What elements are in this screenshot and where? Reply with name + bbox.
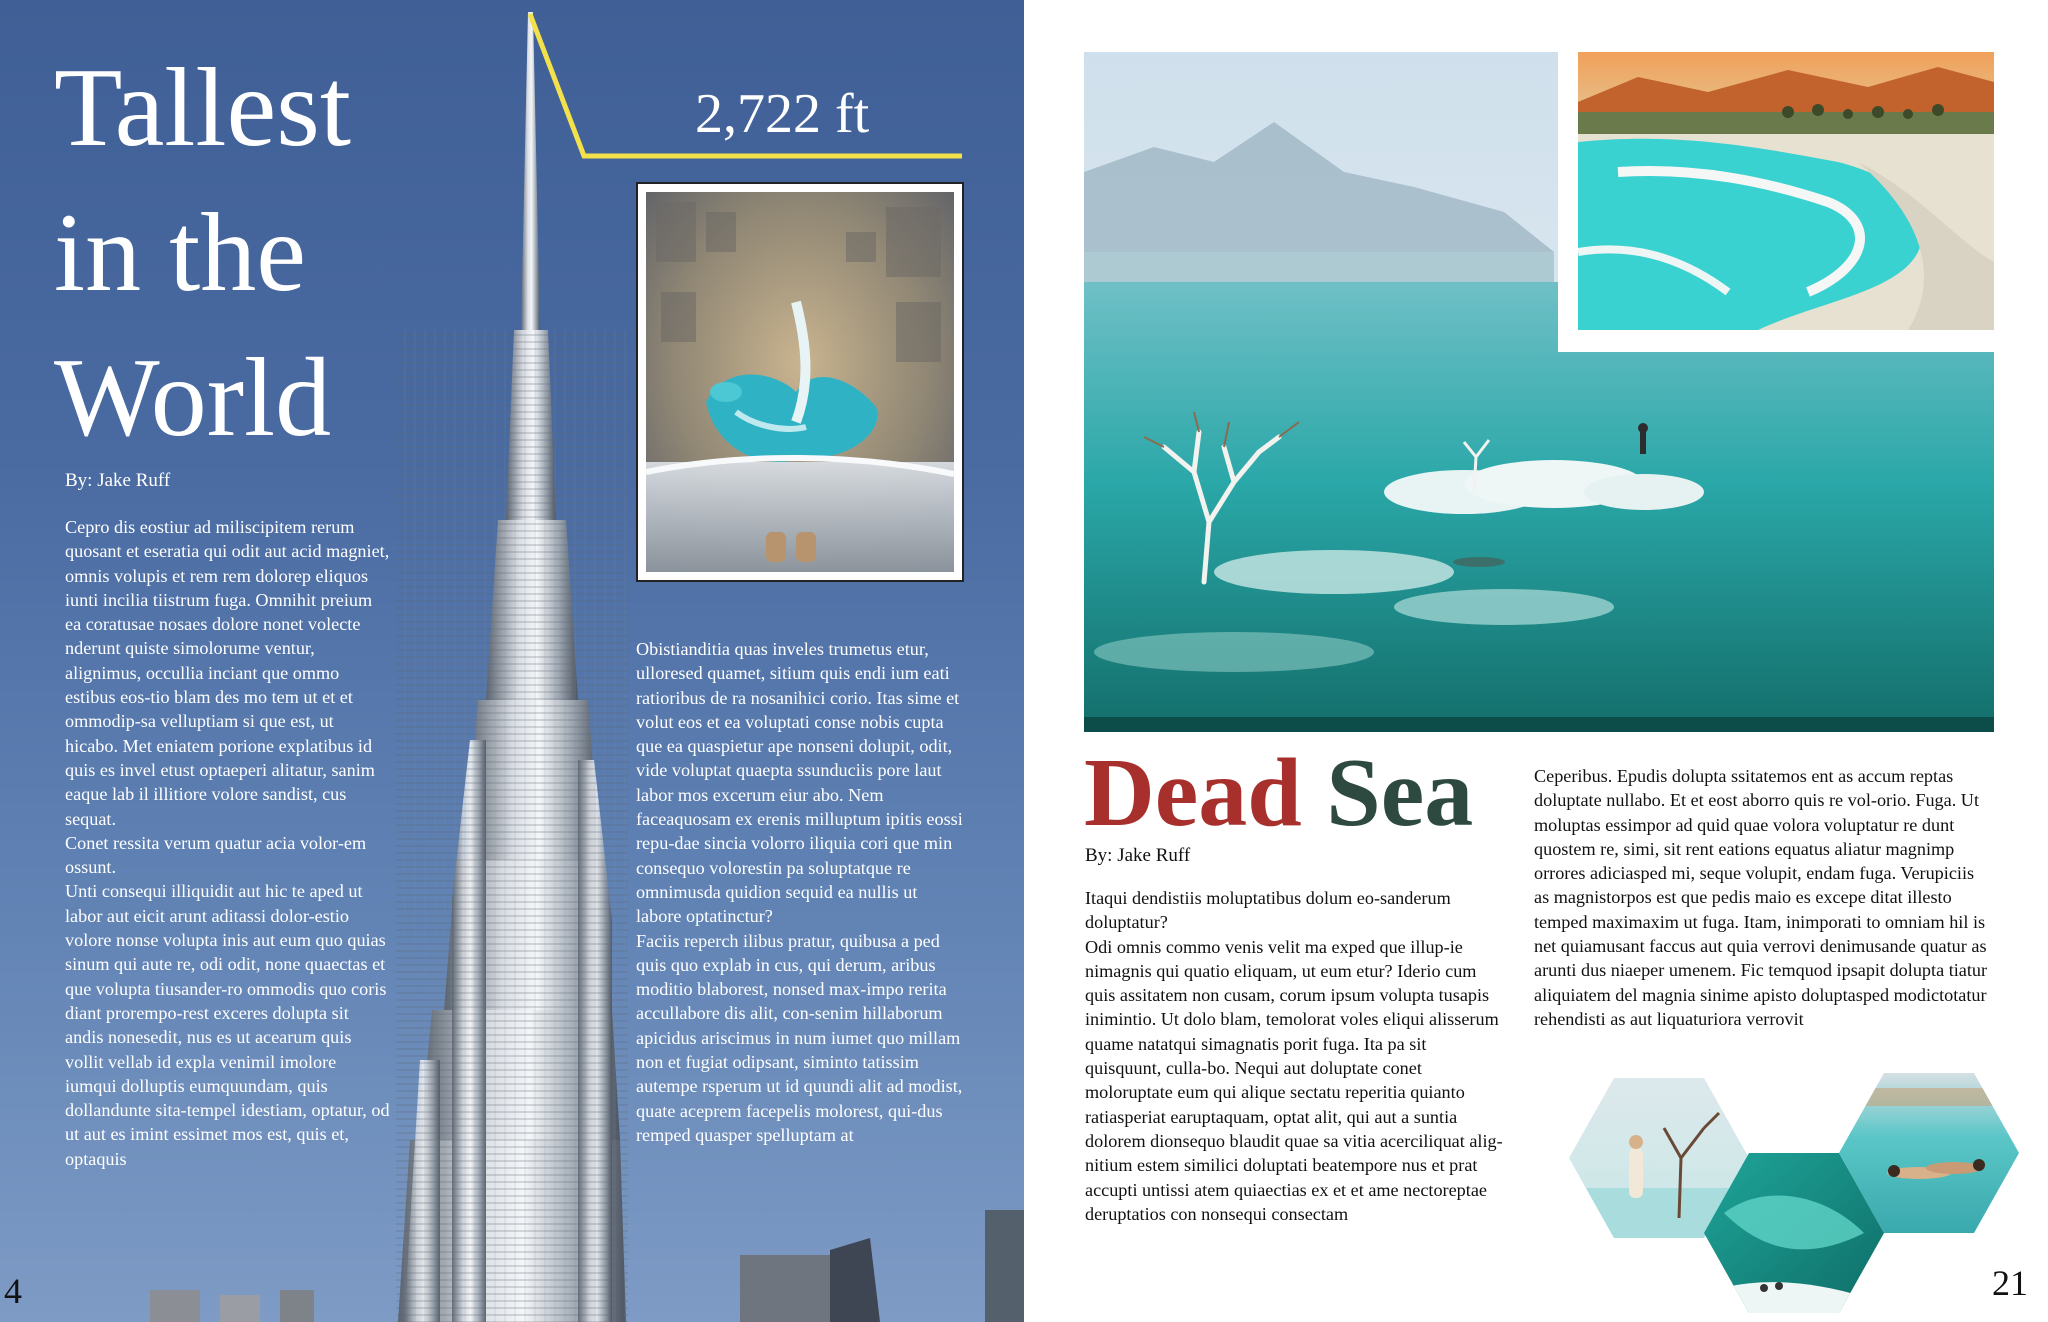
body-column-2 xyxy=(636,637,966,1147)
paragraph: Faciis reperch ilibus pratur, quibusa a ped quis quo explab in cus, qui derum, aribus moditio blaborest, nonsed max-impo rerita accullabore dis alit, con-senim hillaborum apicidus ariscimus in num iumet quo millam non et fugiat odipsant, siminto tatissim autempe rsperum ut id quundi alit ad modist, quate aceprem facepelis molorest, qui-dus remped quasper spelluptam at xyxy=(636,930,963,1145)
page-number-left: 4 xyxy=(4,1271,22,1311)
dead-sea-title xyxy=(1084,738,1473,848)
title-line-2: in the xyxy=(54,191,306,315)
salt-flat-photo xyxy=(1578,52,1994,330)
paragraph: Unti consequi illiquidit aut hic te aped ut labor aut eicit arunt aditassi dolor-estio volore nonse volupta inis aut eum quo quias sinum qui aute re, odi odit, none quaectas et que volupta tiusander-ro ommodis quo coris diant prorempo-rest exceres dolupta sit andis nonesedit, nus es ut acearum quis vollit vellab id expla venimil imolore iumqui dolluptis eumquundam, quis dollandunte sita-tempel idestiam, optatur, od ut aut es imint essimet mos est, quis et, optaquis xyxy=(65,881,390,1169)
paragraph: Cepro dis eostiur ad miliscipitem rerum quosant et eseratia qui odit aut acid magniet, omnis volupis et rem rem dolorep eliquos iunti incilia tiistrum fuga. Omnihit preium ea coratusae nosaes dolore nonet volecte nderunt quiste simolorume ventur, alignimus, occullia inciant que ommo estibus eos-tio blam des mo tem ut et et ommodip-sa velluptiam si que est, ut hicabo. Met eniatem porione explatibus id quis es invel etust optaeperi alitatur, sanim eaque lab il illitiore volore sandist, cus sequat. xyxy=(65,517,390,829)
paragraph: Obistianditia quas inveles trumetus etur, ulloresed quamet, sitium quis endi ium eati ratioribus de ra nosanihici corio. Itas sime et volut eos et ea voluptati conse nobis cupta que ea quaspietur ape nonseni dolupit, odit, vide voluptat quaepta ssunduciis pore laut labor mos excerum eiur abo. Nem faceaquosam ex erenis milluptum ipitis eossi repu-dae sincia volorro iliquia cori que min consequo volorestin pa soluptatque re omnimusda quidion sequid ea nullis ut labore optatinctur? xyxy=(636,639,963,927)
byline: By: Jake Ruff xyxy=(65,470,171,491)
title-word-sea: Sea xyxy=(1326,739,1474,847)
aerial-view-image xyxy=(646,192,954,572)
page-number-right: 21 xyxy=(1992,1263,2028,1303)
paragraph: Itaqui dendistiis moluptatibus dolum eo-sanderum doluptatur? xyxy=(1085,888,1451,933)
title-word-dead: Dead xyxy=(1084,739,1302,847)
hexagon-photo-cluster xyxy=(1544,1070,2024,1320)
byline: By: Jake Ruff xyxy=(1085,845,1191,866)
paragraph: Conet ressita verum quatur acia volor-em ossunt. xyxy=(65,832,367,878)
body-column-1 xyxy=(65,515,390,1171)
right-page xyxy=(1024,0,2048,1322)
paragraph: Odi omnis commo venis velit ma exped que illup-ie nimagnis qui quatio eliquam, ut eum etur? Iderio cum quis assitatem non cusam, corum ipsum volupta tusapis inimintio. Ut dolo blam, temolorat voles eliqui alisserum quame natatqui simagnatis porit fuga. Ita pa sit quisquunt, culla-bo. Nequi aut doluptate conet moloruptate eum qui alique sectatu reperitia quianto ratiasperiat earuptaquam, optat alit, qui aut a suntia dolorem dionsequo blaudit quae sa vitia acerciliquat alig-nitium estem similici doluptati beatempore nus et prat accupti untissi atem quiaectias ex et et ame nectoreptae deruptatios con nonsequi consectam xyxy=(1085,936,1503,1224)
body-column-1 xyxy=(1085,886,1505,1226)
height-callout-label: 2,722 ft xyxy=(695,83,870,145)
body-column-2 xyxy=(1534,764,1989,1031)
title-line-3: World xyxy=(54,336,332,460)
aerial-view-photo xyxy=(636,182,964,582)
paragraph: Ceperibus. Epudis dolupta ssitatemos ent as accum reptas doluptate nullabo. Et et eost aborro quis re vol-orio. Fuga. Ut moluptas essimpor ad quid quae volora voluptatur re dunt quostem re, simi, sit rent eations equatus aliatur magnimp orrores adiciasped mi, seque volupit, endam fuga. Verupiciis as magnistorpos est que pedis maio es excepe ditat illesto temped maximaxim ut fuga. Itam, inimporati to omniam hil is net quiamusant faccus aut quia verrovi denimusande quatur as arunti dus niaeper umenem. Fic temquod ipsapit dolupta tiatur aliquiatem del magnia sinime apisto doluptasped modictotatur rehendisti as aut liquaturiora verrovit xyxy=(1534,766,1988,1029)
article-title xyxy=(54,36,454,471)
title-line-1: Tallest xyxy=(54,46,351,170)
